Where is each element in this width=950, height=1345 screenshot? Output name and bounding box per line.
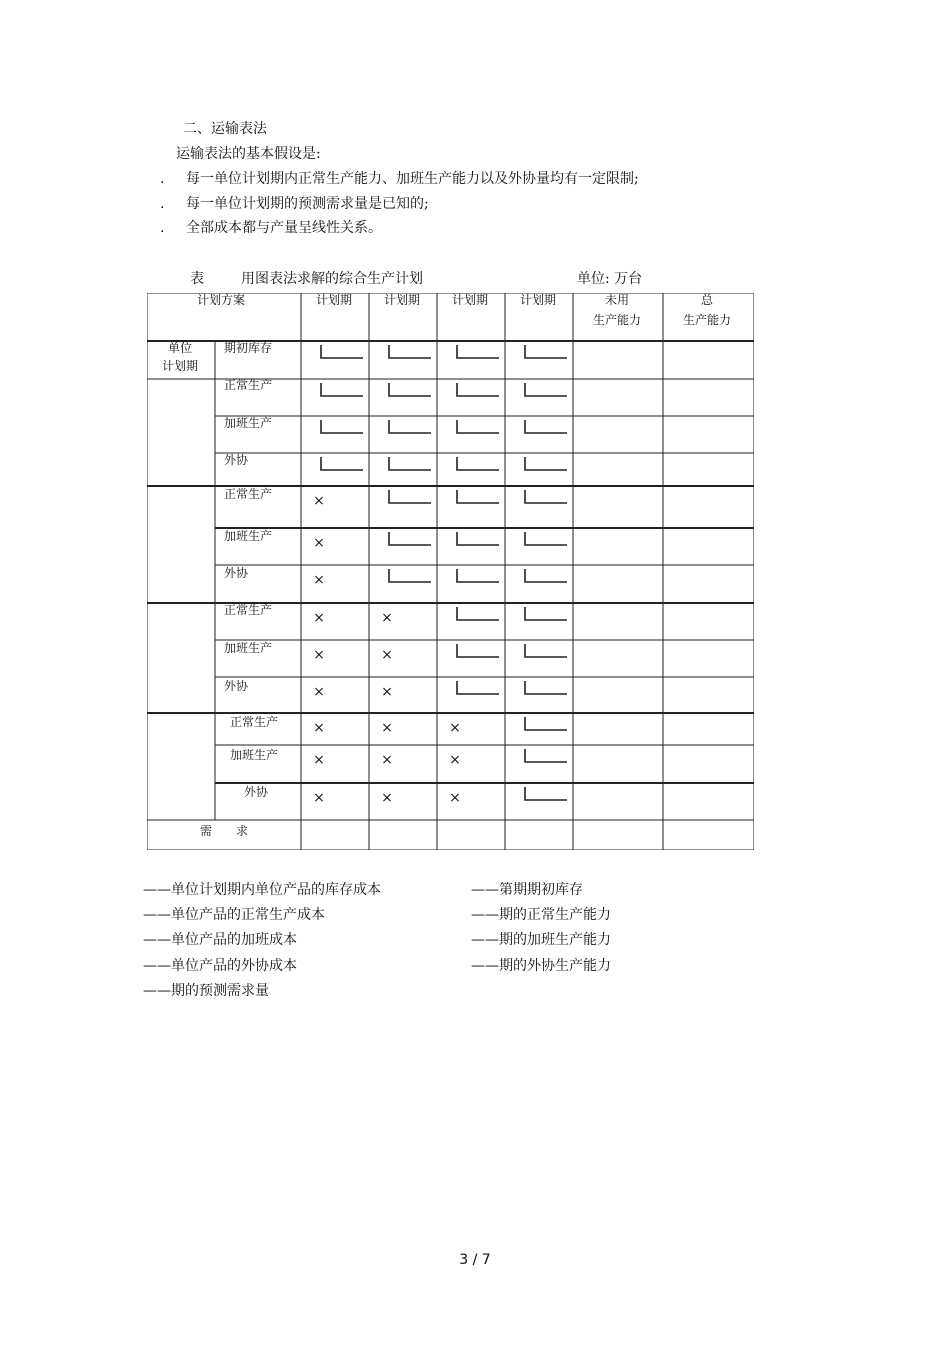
group3-row-regular: 正常生产 — [224, 603, 273, 617]
table-caption-label: 表 — [190, 271, 204, 287]
not-applicable-mark: × — [313, 720, 325, 736]
header-period-1: 计划期 — [315, 293, 353, 307]
cost-corner-box — [525, 383, 567, 396]
group1-row-regular: 正常生产 — [224, 378, 273, 392]
cost-corner-box — [525, 717, 567, 730]
cost-corner-box — [321, 420, 363, 433]
page-number: 3 / 7 — [459, 1252, 491, 1268]
legend-right-1: ——第期期初库存 — [471, 882, 583, 898]
legend-right-4: ——期的外协生产能力 — [471, 958, 611, 974]
unit-period-line1: 单位 — [167, 341, 193, 355]
cost-corner-box — [525, 569, 567, 582]
header-period-3: 计划期 — [451, 293, 489, 307]
section-title: 二、运输表法 — [183, 121, 267, 137]
header-total-line1: 总 — [700, 293, 714, 307]
row-opening-inventory: 期初库存 — [224, 341, 273, 355]
cost-corner-box — [525, 681, 567, 694]
cost-corner-box — [389, 532, 431, 545]
not-applicable-mark: × — [313, 535, 325, 551]
legend-left-3: ——单位产品的加班成本 — [143, 932, 297, 948]
cost-corner-box — [525, 787, 567, 800]
header-plan: 计划方案 — [196, 293, 246, 307]
legend-right-2: ——期的正常生产能力 — [471, 907, 611, 923]
cost-corner-box — [457, 345, 499, 358]
not-applicable-mark: × — [313, 790, 325, 806]
cost-corner-box — [457, 490, 499, 503]
not-applicable-mark: × — [313, 647, 325, 663]
group2-row-outsource: 外协 — [224, 566, 249, 580]
legend-left-4: ——单位产品的外协成本 — [143, 958, 297, 974]
not-applicable-mark: × — [381, 684, 393, 700]
not-applicable-mark: × — [381, 647, 393, 663]
cost-corner-box — [389, 383, 431, 396]
header-period-4: 计划期 — [519, 293, 557, 307]
bullet-text-1: 每一单位计划期内正常生产能力、加班生产能力以及外协量均有一定限制; — [186, 171, 639, 187]
cost-corner-box — [389, 490, 431, 503]
not-applicable-mark: × — [381, 752, 393, 768]
header-unused-line2: 生产能力 — [592, 313, 642, 327]
bullet-text-3: 全部成本都与产量呈线性关系。 — [186, 220, 382, 236]
cost-corner-box — [457, 607, 499, 620]
not-applicable-mark: × — [313, 493, 325, 509]
legend-left-1: ——单位计划期内单位产品的库存成本 — [143, 882, 381, 898]
cost-corner-box — [525, 644, 567, 657]
cost-corner-box — [321, 383, 363, 396]
cost-corner-box — [457, 383, 499, 396]
cost-corner-box — [525, 749, 567, 762]
cost-corner-box — [525, 532, 567, 545]
group2-row-regular: 正常生产 — [224, 487, 273, 501]
table-caption-unit: 单位: 万台 — [577, 271, 643, 287]
table-marks — [313, 345, 567, 806]
not-applicable-mark: × — [313, 610, 325, 626]
production-plan-table — [147, 293, 754, 850]
group3-row-overtime: 加班生产 — [224, 641, 273, 655]
legend-left-5: ——期的预测需求量 — [143, 983, 269, 999]
not-applicable-mark: × — [313, 752, 325, 768]
table-caption-title: 用图表法求解的综合生产计划 — [241, 271, 423, 287]
group4-row-outsource: 外协 — [244, 785, 269, 799]
bullet-marker-1: . — [160, 171, 165, 187]
legend-right-3: ——期的加班生产能力 — [471, 932, 611, 948]
cost-corner-box — [389, 345, 431, 358]
cost-corner-box — [525, 490, 567, 503]
cost-corner-box — [525, 420, 567, 433]
group3-row-outsource: 外协 — [224, 679, 249, 693]
cost-corner-box — [457, 681, 499, 694]
cost-corner-box — [525, 607, 567, 620]
header-total-line2: 生产能力 — [682, 313, 732, 327]
not-applicable-mark: × — [313, 572, 325, 588]
cost-corner-box — [457, 420, 499, 433]
group1-row-overtime: 加班生产 — [224, 416, 273, 430]
not-applicable-mark: × — [449, 720, 461, 736]
not-applicable-mark: × — [381, 790, 393, 806]
not-applicable-mark: × — [449, 752, 461, 768]
header-unused-line1: 未用 — [604, 293, 630, 307]
group1-row-outsource: 外协 — [224, 453, 249, 467]
section-intro: 运输表法的基本假设是: — [176, 146, 321, 162]
header-period-2: 计划期 — [383, 293, 421, 307]
cost-corner-box — [457, 569, 499, 582]
cost-corner-box — [321, 345, 363, 358]
legend-left-2: ——单位产品的正常生产成本 — [143, 907, 325, 923]
cost-corner-box — [457, 644, 499, 657]
not-applicable-mark: × — [381, 610, 393, 626]
cost-corner-box — [389, 457, 431, 470]
not-applicable-mark: × — [381, 720, 393, 736]
cost-corner-box — [525, 457, 567, 470]
cost-corner-box — [389, 420, 431, 433]
group4-row-overtime: 加班生产 — [230, 748, 279, 762]
bullet-marker-2: . — [160, 196, 165, 212]
row-demand: 需 求 — [200, 824, 249, 838]
bullet-marker-3: . — [160, 220, 165, 236]
cost-corner-box — [457, 532, 499, 545]
group2-row-overtime: 加班生产 — [224, 529, 273, 543]
bullet-text-2: 每一单位计划期的预测需求量是已知的; — [186, 196, 429, 212]
cost-corner-box — [525, 345, 567, 358]
unit-period-line2: 计划期 — [161, 359, 199, 373]
cost-corner-box — [389, 569, 431, 582]
not-applicable-mark: × — [449, 790, 461, 806]
cost-corner-box — [321, 457, 363, 470]
group4-row-regular: 正常生产 — [230, 715, 279, 729]
not-applicable-mark: × — [313, 684, 325, 700]
cost-corner-box — [457, 457, 499, 470]
